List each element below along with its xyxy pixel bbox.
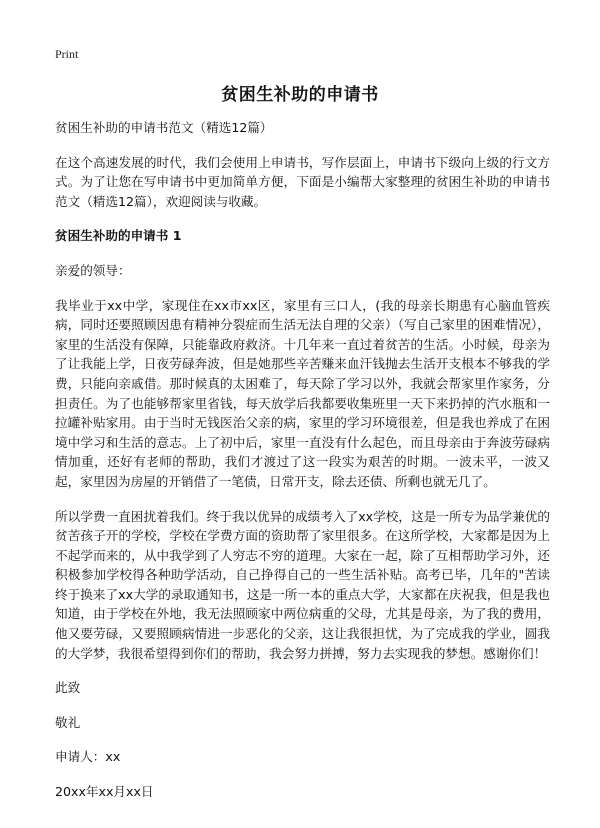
- document-body: [55, 118, 550, 817]
- closing-line-2: 敬礼: [55, 714, 81, 730]
- page-title: 贫困生补助的申请书: [221, 85, 379, 105]
- applicant-signature: 申请人：xx: [55, 749, 121, 765]
- document-subtitle: 贫困生补助的申请书范文（精选12篇）: [55, 120, 273, 135]
- body-paragraph-1: 我毕业于xx中学，家现住在xx市xx区，家里有三口人，(我的母亲长期患有心脑血管疾病，同时还要照顾因患有精神分裂症而生活无法自理的父亲）（写自己家里的困难情况），家里的生活没有保障，只能靠政府救济。十几年来一直过着贫苦的生活。小时候，母亲为了让我能上学，日夜劳碌奔波，但是她那些辛苦赚来血汗钱抛去生活开支根本不够我的学费，只能向亲戚借。那时候真的太困难了，每天除了学习以外，我就会帮家里作家务，分担责任。为了也能够帮家里省钱，每天放学后我都要收集班里一天下来扔掉的汽水瓶和一拉罐补贴家用。由于当时无钱医治父亲的病，家里的学习环境很差，但是我也养成了在困境中学习和生活的意志。上了初中后，家里一直没有什么起色，而且母亲由于奔波劳碌病情加重，还好有老师的帮助，我们才渡过了这一段实为艰苦的时期。一波未平，一波又起，家里因为房屋的开销借了一笔债，日常开支，除去还债、所剩也就无几了。: [55, 297, 550, 489]
- closing-line-1: 此致: [55, 680, 81, 696]
- print-link[interactable]: Print: [55, 47, 79, 61]
- section-heading: 贫困生补助的申请书 1: [55, 228, 182, 244]
- body-paragraph-2: 所以学费一直困扰着我们。终于我以优异的成绩考入了xx学校，这是一所专为品学兼优的贫苦孩子开的学校，学校在学费方面的资助帮了家里很多。在这所学校，大家都是因为上不起学而来的，从中我学到了人穷志不穷的道理。大家在一起，除了互相帮助学习外，还积极参加学校得各种助学活动，自己挣得自己的一些生活补贴。高考已毕，几年的"苦读终于换来了xx大学的录取通知书，这是一所一本的重点大学，大家都在庆祝我，但是我也知道，由于学校在外地，我无法照顾家中两位病重的父母，尤其是母亲，为了我的费用，他又要劳碌，又要照顾病情进一步恶化的父亲，这让我很担忧，为了完成我的学业，圆我的大学梦，我很希望得到你们的帮助，我会努力拼搏，努力去实现我的梦想。感谢你们！: [55, 508, 550, 661]
- salutation: 亲爱的领导：: [55, 262, 131, 278]
- intro-paragraph: 在这个高速发展的时代，我们会使用上申请书，写作层面上，申请书下级向上级的行文方式。为了让您在写申请书中更加简单方便，下面是小编帮大家整理的贫困生补助的申请书范文（精选12篇），欢迎阅读与收藏。: [55, 154, 550, 209]
- document-date: 20xx年xx月xx日: [55, 784, 154, 800]
